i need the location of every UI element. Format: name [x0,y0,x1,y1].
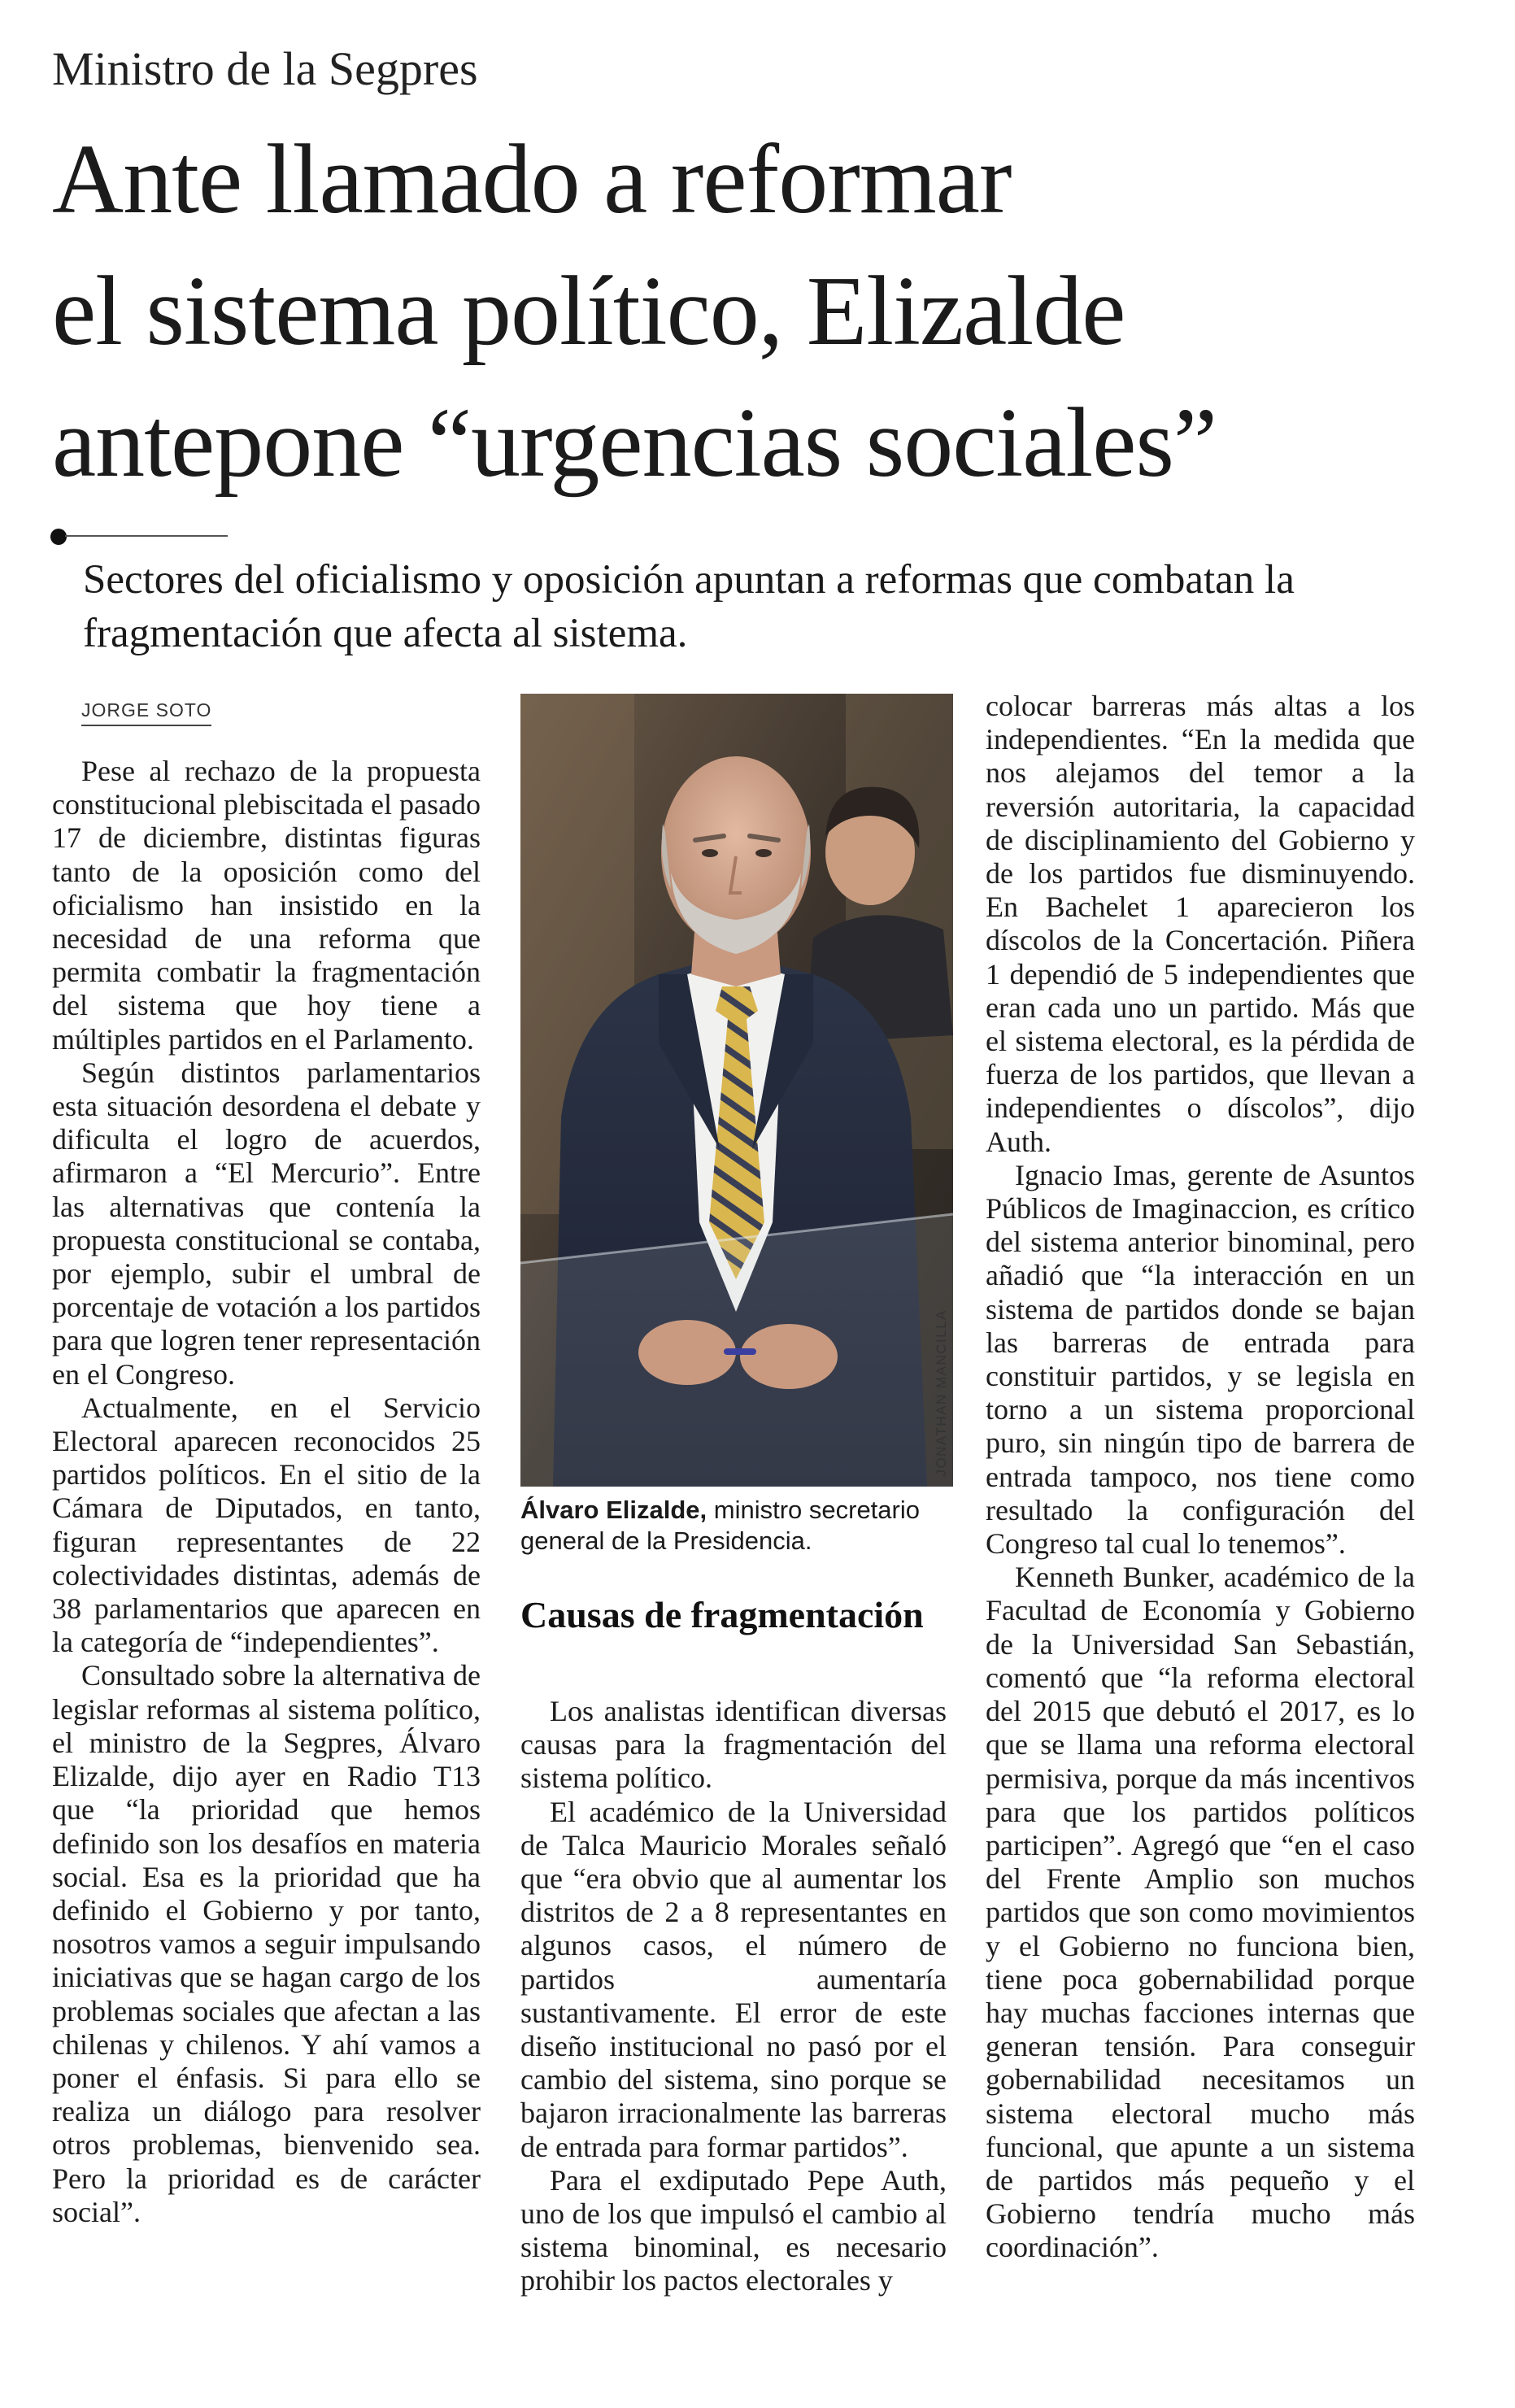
paragraph: Pese al rechazo de la propuesta constitucional plebiscitada el pasado 17 de diciembre, distintas figuras tanto de la oposición como del oficialismo han insistido en la necesidad de una reforma que permita combatir la fragmentación del sistema que hoy tiene a múltiples partidos en el Parlamento. [52,755,481,1056]
paragraph: Ignacio Imas, gerente de Asuntos Públicos de Imaginaccion, es crítico del sistema anterior binominal, pero añadió que “la interacción en un sistema de partidos donde se bajan las barreras de entrada para constituir partidos, y se legisla en torno a un sistema proporcional puro, sin ningún tipo de barrera de entrada tampoco, nos tiene como resultado la configuración del Congreso tal cual lo tenemos”. [986,1158,1415,1561]
paragraph: Consultado sobre la alternativa de legislar reformas al sistema político, el ministro de la Segpres, Álvaro Elizalde, dijo ayer en Radio T13 que “la prioridad que hemos definido son los desafíos en materia social. Esa es la prioridad que ha definido el Gobierno y por tanto, nosotros vamos a seguir impulsando iniciativas que se hagan cargo de los problemas sociales que afectan a las chilenas y chilenos. Y ahí vamos a poner el énfasis. Si para ello se realiza un diálogo para resolver otros problemas, bienvenido sea. Pero la prioridad es de carácter social”. [52,1659,481,2228]
article-column-1 [52,755,481,2229]
article-column-2 [520,1695,947,2298]
pen [724,1348,756,1355]
hand-left [638,1320,736,1385]
deck: Sectores del oficialismo y oposición apuntan a reformas que combatan la fragmentación que afecta al sistema. [83,557,1295,656]
deco-dot [50,529,67,545]
paragraph: Según distintos parlamentarios esta situación desordena el debate y dificulta el logro de acuerdos, afirmaron a “El Mercurio”. Entre las alternativas que contenía la propuesta constitucional se contaba, por ejemplo, subir el umbral de porcentaje de votación a los partidos para que logren tener representación en el Congreso. [52,1056,481,1391]
article-column-3 [986,690,1415,2265]
paragraph: colocar barreras más altas a los independientes. “En la medida que nos alejamos del temor a la reversión autoritaria, la capacidad de disciplinamiento del Gobierno y de los partidos fue disminuyendo. En Bachelet 1 aparecieron los díscolos de la Concertación. Piñera 1 dependió de 5 independientes que eran cada uno un partido. Más que el sistema electoral, es la pérdida de fuerza de los partidos, que llevan a independientes o díscolos”, dijo Auth. [986,690,1415,1158]
headline-line: el sistema político, Elizalde [52,256,1125,366]
headline-line: Ante llamado a reformar [52,124,1012,234]
head [661,756,811,948]
paragraph: Actualmente, en el Servicio Electoral aparecen reconocidos 25 partidos políticos. En el sitio de la Cámara de Diputados, en tanto, figuran representantes de 22 colectividades distintas, además de 38 parlamentarios que aparecen en la categoría de “independientes”. [52,1391,481,1659]
eye [702,849,718,857]
headline-line: antepone “urgencias sociales” [52,388,1217,498]
headline [52,114,1483,509]
hand-right [740,1324,838,1389]
kicker: Ministro de la Segpres [52,42,478,95]
paragraph: Para el exdiputado Pepe Auth, uno de los que impulsó el cambio al sistema binominal, es necesario prohibir los pactos electorales y [520,2163,947,2297]
paragraph: Kenneth Bunker, académico de la Facultad de Economía y Gobierno de la Universidad San Sebastián, comentó que “la reforma electoral del 2015 que debutó el 2017, es lo que se llama una reforma electoral permisiva, porque da más incentivos para que los partidos políticos participen”. Agregó que “en el caso del Frente Amplio son muchos partidos que son como movimientos y el Gobierno no funciona bien, tiene poca gobernabilidad porque hay muchas facciones internas que generan tensión. Para conseguir gobernabilidad necesitamos un sistema electoral mucho más funcional, que apunte a un sistema de partidos más pequeño y el Gobierno tendría mucho más coordinación”. [986,1561,1415,2264]
subhead: Causas de fragmentación [520,1594,924,1635]
byline: JORGE SOTO [81,699,211,726]
photo-credit: JONATHAN MANCILLA [934,1309,949,1477]
caption-name: Álvaro Elizalde, [520,1496,707,1524]
paragraph: Los analistas identifican diversas causas para la fragmentación del sistema político. [520,1695,947,1795]
deco-rule [65,535,228,537]
photo-caption [520,1495,943,1557]
eye [755,849,772,857]
paragraph: El académico de la Universidad de Talca Mauricio Morales señaló que “era obvio que al aumentar los distritos de 2 a 8 representantes en algunos casos, el número de partidos aumentaría sustantivamente. El error de este diseño institucional no pasó por el cambio del sistema, sino porque se bajaron irracionalmente las barreras de entrada para formar partidos”. [520,1795,947,2163]
portrait-photo [520,694,953,1487]
caption-text: ministro secretario general de la Presidencia. [520,1496,920,1555]
